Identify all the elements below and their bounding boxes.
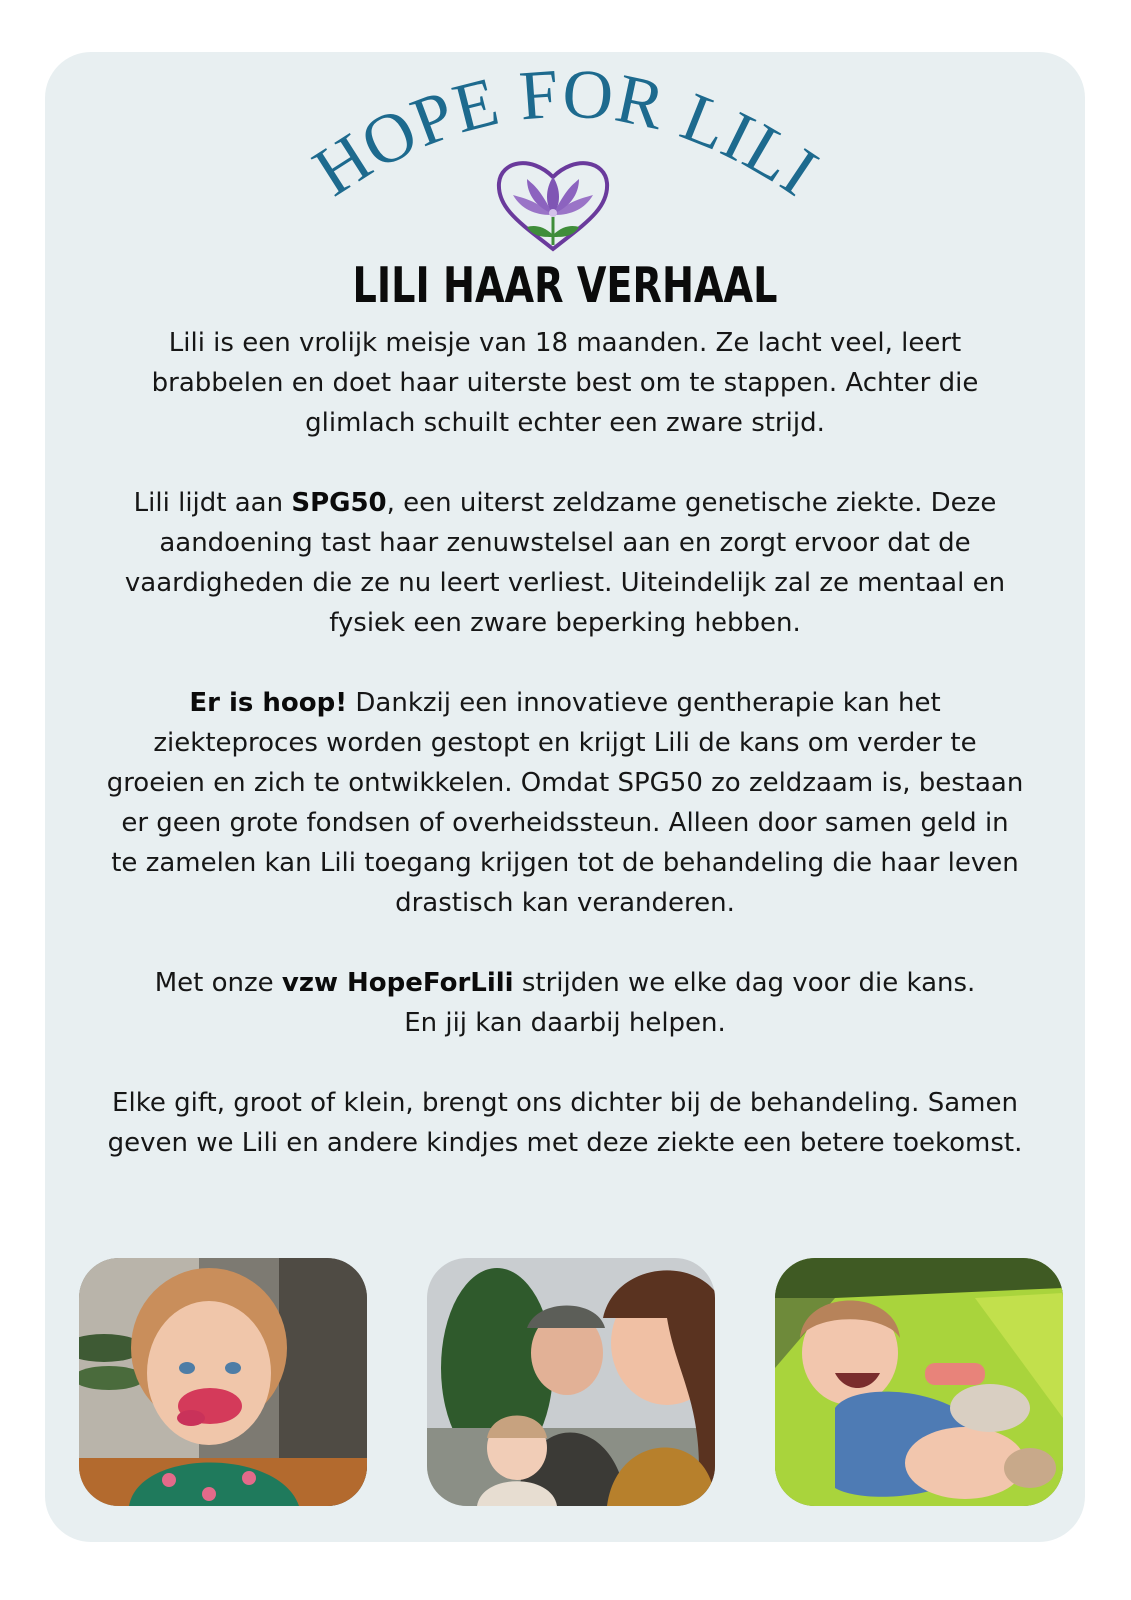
photo-image xyxy=(79,1258,367,1506)
logo-text: HOPE FOR LILI xyxy=(300,62,831,212)
paragraph-text: Met onze xyxy=(154,968,282,998)
bold-text: Er is hoop! xyxy=(189,688,348,718)
paragraph-text: Dankzij een innovatieve gentherapie kan het ziekteproces worden gestopt en krijgt Lili de kans om verder te groeien en zich te ontwikkelen. Omdat SPG50 zo zeldzaam is, bestaan er geen grote fondsen of overheidssteun. Alleen door samen geld in te zamelen kan Lili toegang krijgen tot de behandeling die haar leven drastisch kan veranderen. xyxy=(106,688,1024,918)
heart-lily-icon xyxy=(499,163,607,249)
story-paragraph xyxy=(105,1083,1025,1163)
story-paragraph xyxy=(105,483,1025,643)
page-title: LILI HAAR VERHAAL xyxy=(352,257,778,314)
photo-family-selfie xyxy=(427,1258,715,1506)
story-paragraph xyxy=(105,683,1025,923)
paragraph-text: En jij kan daarbij helpen. xyxy=(404,1008,726,1038)
paragraph-text: Lili is een vrolijk meisje van 18 maanden. Ze lacht veel, leert brabbelen en doet haar uiterste best om te stappen. Achter die glimlach schuilt echter een zware strijd. xyxy=(151,328,979,438)
photo-image xyxy=(427,1258,715,1506)
story-paragraph xyxy=(105,323,1025,443)
photo-lili-eating xyxy=(79,1258,367,1506)
story-text xyxy=(105,323,1025,1163)
paragraph-text: Lili lijdt aan xyxy=(133,488,292,518)
paragraph-text: Elke gift, groot of klein, brengt ons dichter bij de behandeling. Samen geven we Lili en andere kindjes met deze ziekte een betere toekomst. xyxy=(107,1088,1023,1158)
bold-text: vzw HopeForLili xyxy=(281,968,514,998)
paragraph-text: strijden we elke dag voor die kans. xyxy=(513,968,976,998)
hope-for-lili-logo xyxy=(300,62,831,262)
paragraph-text: , een uiterst zeldzame genetische ziekte. Deze aandoening tast haar zenuwstelsel aan en zorgt ervoor dat de vaardigheden die ze nu leert verliest. Uiteindelijk zal ze mentaal en fysiek een zware beperking hebben. xyxy=(124,488,1006,638)
bold-text: SPG50 xyxy=(291,488,387,518)
photo-image xyxy=(775,1258,1063,1506)
photo-lili-laughing xyxy=(775,1258,1063,1506)
story-paragraph xyxy=(105,963,1025,1043)
